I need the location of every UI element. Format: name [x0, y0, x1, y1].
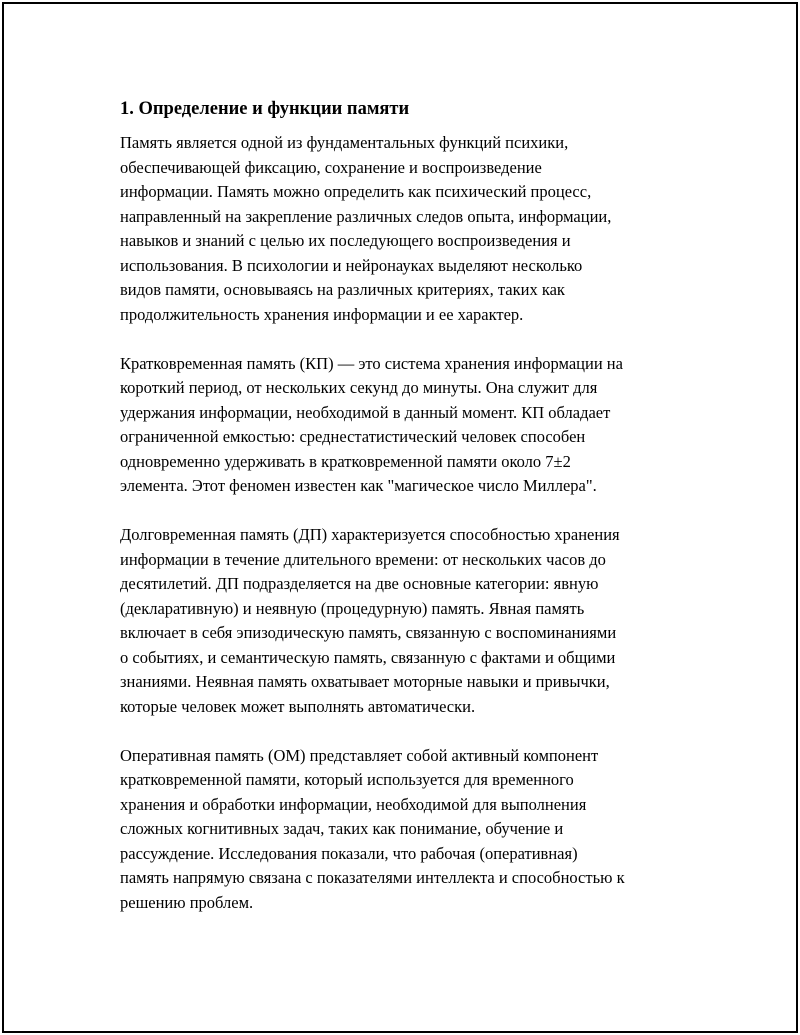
page-frame — [2, 2, 798, 1033]
paragraph-working-memory: Оперативная память (ОМ) представляет собой активный компонент кратковременной памяти, который используется для временного хранения и обработки информации, необходимой для выполнения сложных когнитивных задач, таких как понимание, обучение и рассуждение. Исследования показали, что рабочая (оперативная) память напрямую связана с показателями интеллекта и способностью к решению проблем. — [120, 745, 625, 912]
paragraph-memory-definition: Память является одной из фундаментальных функций психики, обеспечивающей фиксацию, сохранение и воспроизведение информации. Память можно определить как психический процесс, направленный на закрепление различных следов опыта, информации, навыков и знаний с целью их последующего воспроизведения и использования. В психологии и нейронауках выделяют несколько видов памяти, основываясь на различных критериях, таких как продолжительность хранения информации и ее характер. — [120, 133, 612, 324]
document-body — [120, 97, 692, 940]
paragraph-short-term-memory: Кратковременная память (КП) — это система хранения информации на короткий период, от нескольких секунд до минуты. Она служит для удержания информации, необходимой в данный момент. КП обладает ограниченной емкостью: среднестатистический человек способен одновременно удерживать в кратковременной памяти около 7±2 элемента. Этот феномен известен как "магическое число Миллера". — [120, 353, 623, 495]
paragraph-long-term-memory: Долговременная память (ДП) характеризуется способностью хранения информации в течение длительного времени: от нескольких часов до десятилетий. ДП подразделяется на две основные категории: явную (декларативную) и неявную (процедурную) память. Явная память включает в себя эпизодическую память, связанную с воспоминаниями о событиях, и семантическую память, связанную с фактами и общими знаниями. Неявная память охватывает моторные навыки и привычки, которые человек может выполнять автоматически. — [120, 525, 620, 716]
section-heading: 1. Определение и функции памяти — [120, 99, 410, 119]
